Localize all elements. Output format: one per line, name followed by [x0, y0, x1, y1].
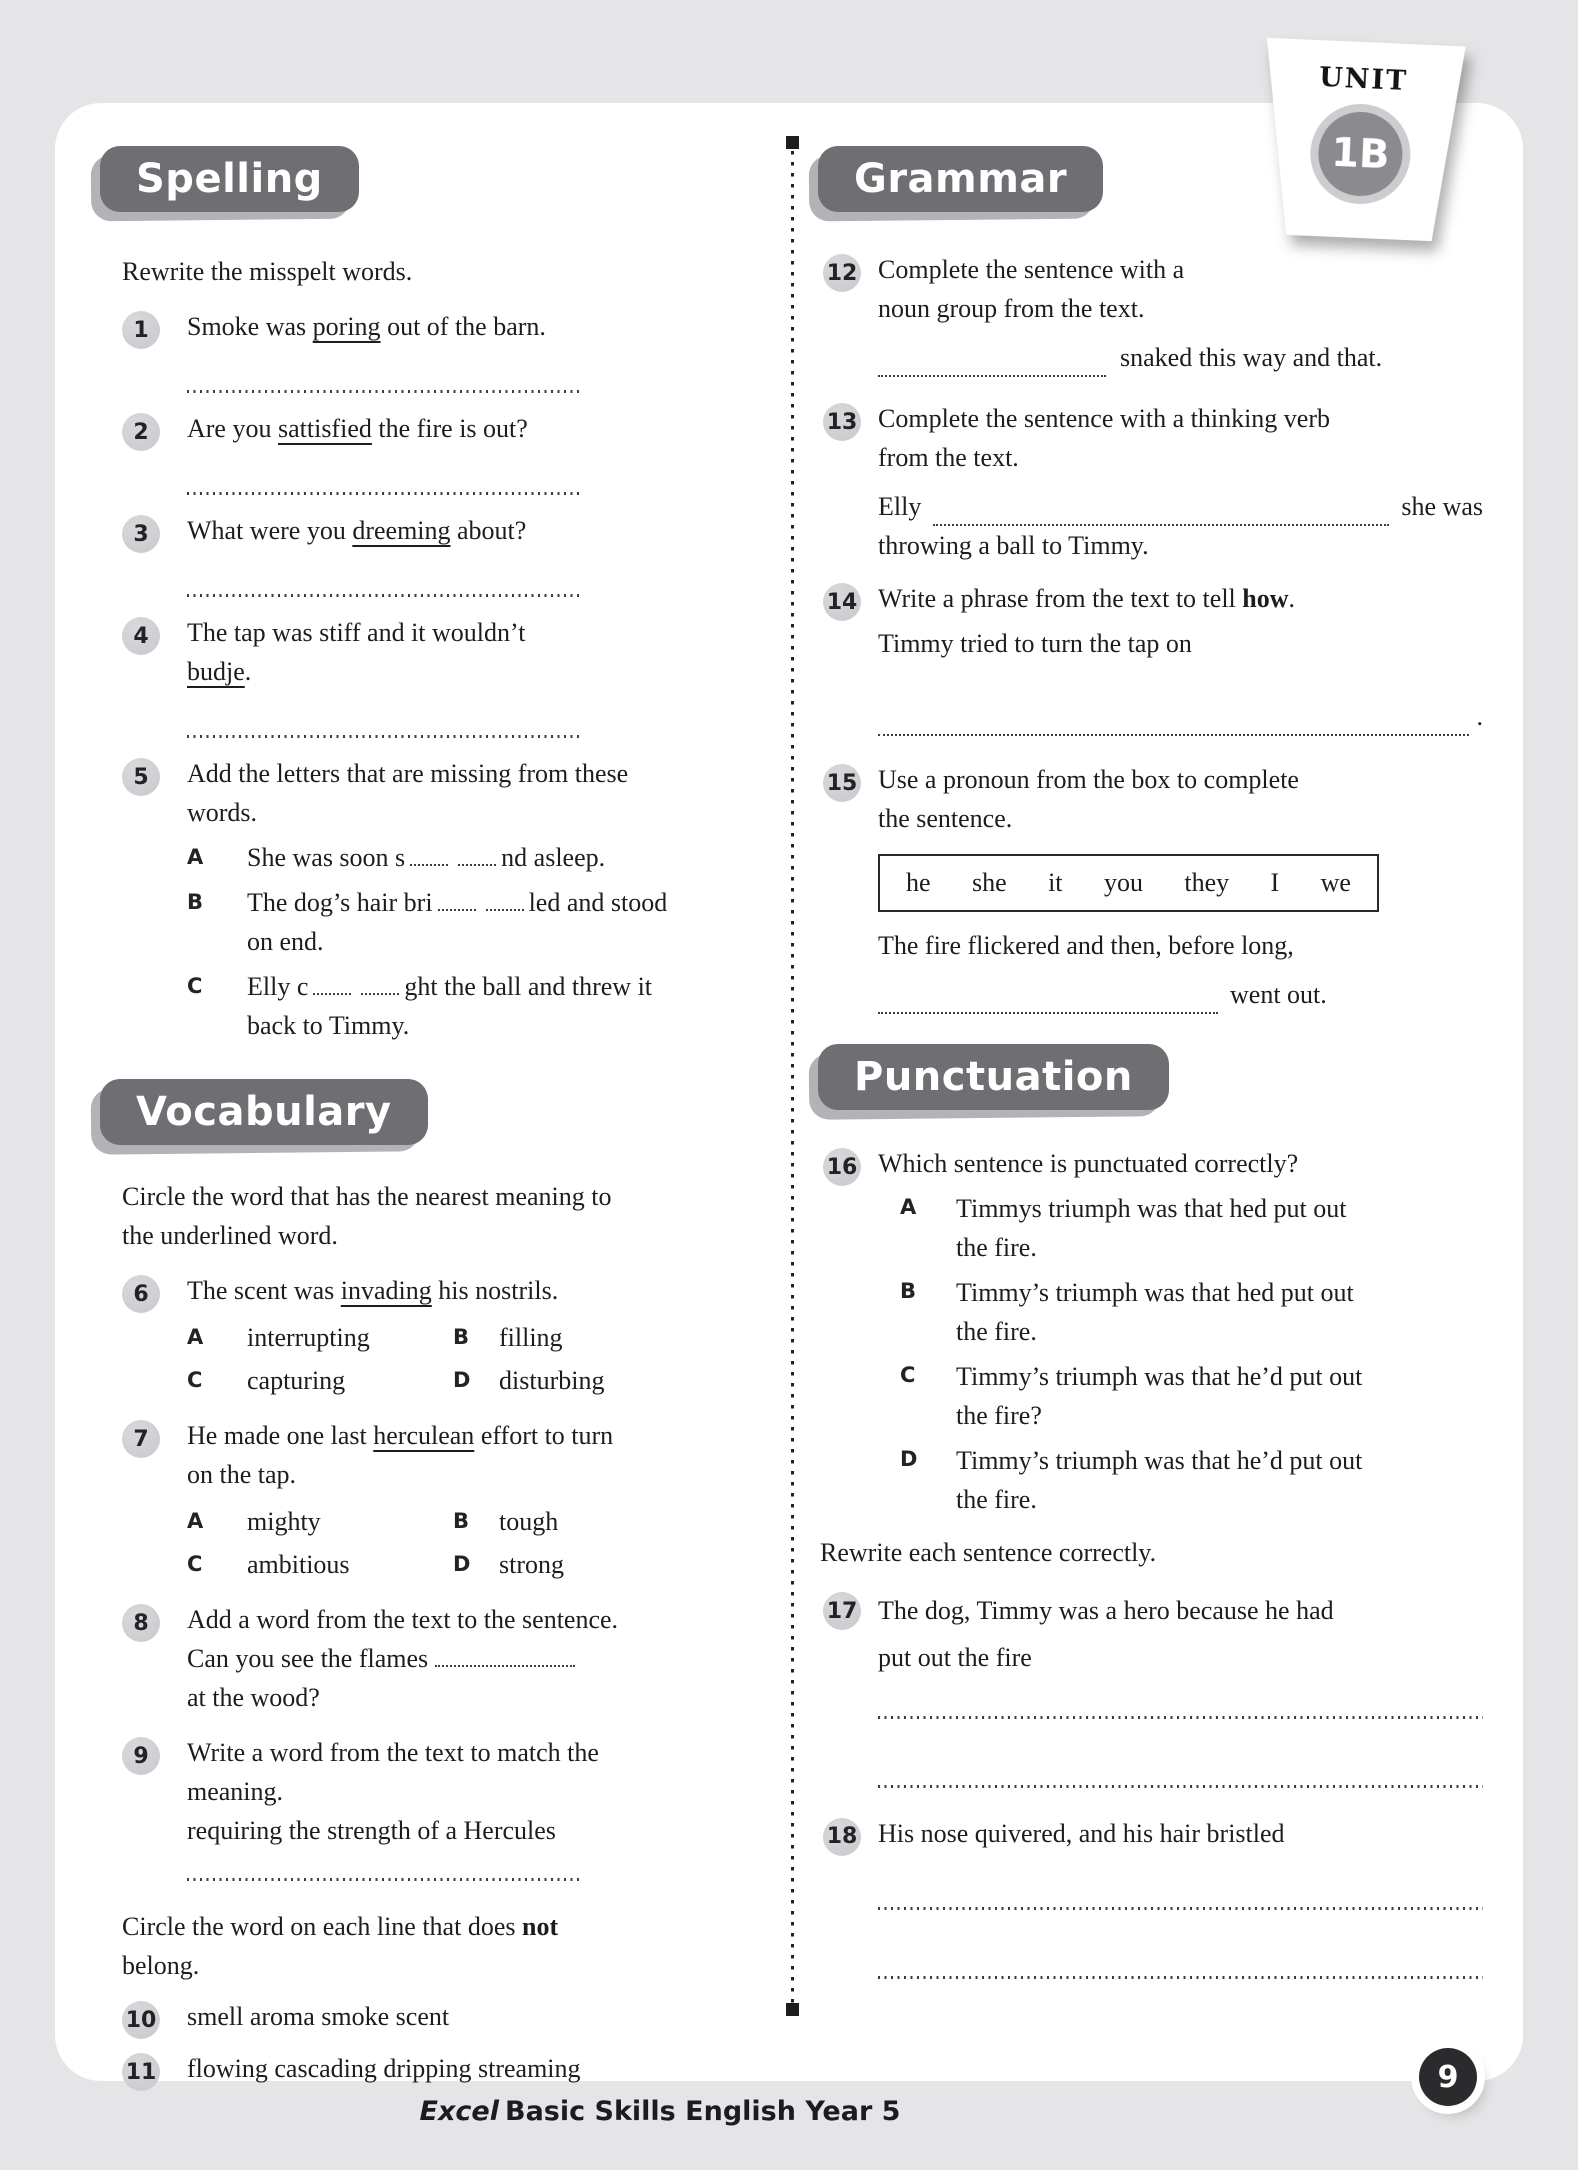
option-text: Timmy’s triumph was that he’d put out the fire? — [956, 1362, 1363, 1430]
answer-line — [878, 1716, 1483, 1719]
section-vocabulary — [100, 1079, 428, 1145]
question-text-line3: at the wood? — [187, 1683, 320, 1712]
question-6 — [100, 1271, 605, 1400]
pronoun-option: she — [971, 868, 1007, 897]
question-text: Use a pronoun from the box to complete — [878, 765, 1299, 794]
underlined-word: invading — [340, 1276, 432, 1305]
question-4 — [100, 613, 580, 738]
word-list: smell aroma smoke scent — [187, 2002, 450, 2031]
answer-line — [187, 390, 580, 393]
page-number-badge: 9 — [1419, 2048, 1477, 2106]
option-letter: C — [187, 1368, 203, 1392]
fill-in-line: Elly she was — [878, 487, 1483, 526]
question-text: The scent was invading his nostrils. — [187, 1276, 559, 1305]
option-letter: A — [900, 1195, 917, 1219]
option-letter: B — [453, 1509, 470, 1533]
question-text: The dog, Timmy was a hero because he had — [878, 1596, 1334, 1625]
option-letter: A — [187, 1509, 204, 1533]
question-number: 17 — [823, 1592, 861, 1630]
subitem-text-line2: on end. — [247, 927, 324, 956]
subitem-letter: B — [187, 890, 204, 914]
subitem-a — [187, 838, 606, 877]
question-text: Add the letters that are missing from these — [187, 759, 629, 788]
option-grid — [187, 1318, 605, 1400]
question-1 — [100, 307, 580, 393]
subitem-text-line2: back to Timmy. — [247, 1011, 410, 1040]
answer-line-row: . — [878, 697, 1483, 736]
option-letter: B — [453, 1325, 470, 1349]
question-number: 16 — [823, 1148, 861, 1186]
question-15 — [818, 760, 1483, 1014]
question-text: Add a word from the text to the sentence. — [187, 1605, 619, 1634]
question-8 — [100, 1600, 619, 1717]
question-2 — [100, 409, 580, 495]
option-text: capturing — [247, 1366, 346, 1395]
pronoun-option: they — [1184, 868, 1230, 897]
letter-gap — [410, 843, 448, 866]
pronoun-option: it — [1048, 868, 1063, 897]
option-letter: A — [187, 1325, 204, 1349]
question-11 — [100, 2049, 580, 2091]
option-text: strong — [499, 1550, 564, 1579]
answer-line — [187, 492, 580, 495]
question-number: 10 — [122, 2001, 160, 2039]
question-text-line2: noun group from the text. — [878, 294, 1145, 323]
section-title-vocabulary: Vocabulary — [100, 1079, 428, 1145]
pronoun-option: he — [906, 868, 931, 897]
option-d — [878, 1441, 1483, 1519]
question-3 — [100, 511, 580, 597]
word-list: flowing cascading dripping streaming — [187, 2054, 581, 2083]
question-text: His nose quivered, and his hair bristled — [878, 1818, 1285, 1848]
option-letter: D — [453, 1552, 471, 1576]
question-16 — [818, 1144, 1483, 1519]
column-left — [100, 146, 668, 2091]
answer-line — [878, 1785, 1483, 1788]
question-number: 1 — [122, 311, 160, 349]
question-text: The tap was stiff and it wouldn’t budje. — [187, 618, 526, 686]
section-title-punctuation: Punctuation — [818, 1044, 1169, 1110]
question-number: 6 — [122, 1275, 160, 1313]
option-letter: B — [900, 1279, 917, 1303]
vocabulary-intro-2: Circle the word on each line that does not belong. — [122, 1912, 559, 1980]
unit-badge — [1250, 37, 1472, 242]
question-text: Complete the sentence with a thinking verb — [878, 404, 1330, 433]
question-number: 2 — [122, 413, 160, 451]
answer-gap — [878, 338, 1106, 377]
question-number: 18 — [823, 1818, 861, 1856]
option-letter: C — [900, 1363, 916, 1387]
option-text: interrupting — [247, 1323, 370, 1352]
question-text: Smoke was poring out of the barn. — [187, 312, 546, 341]
question-17 — [818, 1588, 1483, 1788]
question-18 — [818, 1814, 1483, 1979]
answer-line — [878, 1907, 1483, 1910]
question-12 — [818, 250, 1483, 377]
misspelt-word: sattisfied — [277, 414, 372, 443]
subitem-b — [187, 883, 668, 922]
subitem-text: She was soon s nd asleep. — [247, 843, 606, 872]
question-number: 12 — [823, 254, 861, 292]
letter-gap — [458, 843, 496, 866]
option-text: filling — [499, 1323, 563, 1352]
option-text: Timmy’s triumph was that he’d put out the fire. — [956, 1446, 1363, 1514]
answer-line — [878, 697, 1469, 736]
question-text: Are you sattisfied the fire is out? — [187, 414, 528, 443]
question-text-line2: put out the fire — [878, 1642, 1032, 1672]
question-number: 14 — [823, 583, 861, 621]
option-text: Timmy’s triumph was that hed put out the fire. — [956, 1278, 1354, 1346]
question-text: He made one last herculean effort to turn — [187, 1421, 614, 1450]
question-text: Write a word from the text to match the — [187, 1738, 599, 1767]
question-text: words. — [187, 798, 258, 827]
subitem-c — [187, 967, 653, 1006]
fill-in-line: The fire flickered and then, before long, — [878, 931, 1294, 960]
question-number: 3 — [122, 515, 160, 553]
unit-label: UNIT — [1318, 62, 1409, 97]
pronoun-option: you — [1103, 868, 1143, 897]
pronoun-option: we — [1320, 868, 1351, 897]
option-text: Timmys triumph was that hed put out the fire. — [956, 1194, 1347, 1262]
punctuation-outro: Rewrite each sentence correctly. — [820, 1538, 1157, 1567]
section-title-grammar: Grammar — [818, 146, 1103, 212]
fill-in-line2: throwing a ball to Timmy. — [878, 531, 1149, 560]
question-10 — [100, 1997, 580, 2039]
pronoun-box — [878, 854, 1379, 912]
option-text: tough — [499, 1507, 559, 1536]
letter-gap — [313, 972, 351, 995]
underlined-word: herculean — [373, 1421, 475, 1450]
question-number: 7 — [122, 1420, 160, 1458]
option-a — [878, 1189, 1483, 1267]
fill-in-line: snaked this way and that. — [878, 338, 1483, 377]
footer-brand: Excel — [419, 2096, 499, 2127]
option-c — [878, 1357, 1483, 1435]
question-number: 11 — [122, 2053, 160, 2091]
question-text: What were you dreeming about? — [187, 516, 527, 545]
misspelt-word: poring — [312, 312, 381, 341]
misspelt-word: budje — [187, 657, 245, 686]
question-text-line2: Timmy tried to turn the tap on — [878, 629, 1192, 658]
question-text: Write a phrase from the text to tell how. — [878, 584, 1296, 613]
question-13 — [818, 399, 1483, 565]
answer-line — [187, 735, 580, 738]
answer-line — [187, 594, 580, 597]
subitem-letter: A — [187, 845, 204, 869]
question-text-line2: Can you see the flames — [187, 1639, 580, 1678]
subitem-text: Elly c ght the ball and threw it — [247, 972, 653, 1001]
pronoun-option: I — [1270, 868, 1280, 897]
answer-gap — [878, 975, 1218, 1014]
question-5 — [100, 754, 668, 1045]
subitem-text: The dog’s hair bri led and stood — [247, 888, 668, 917]
question-text-line2: on the tap. — [187, 1460, 297, 1489]
footer-series: Basic Skills English Year 5 — [504, 2096, 901, 2127]
option-letter: D — [453, 1368, 471, 1392]
letter-gap — [361, 972, 399, 995]
section-spelling — [100, 146, 359, 212]
question-number: 13 — [823, 403, 861, 441]
subitem-letter: C — [187, 974, 203, 998]
clue-text: requiring the strength of a Hercules — [187, 1816, 556, 1845]
question-number: 5 — [122, 758, 160, 796]
question-7 — [100, 1416, 614, 1584]
option-letter: D — [900, 1447, 918, 1471]
option-text: mighty — [247, 1507, 321, 1536]
word-gap — [435, 1643, 575, 1667]
column-right — [818, 146, 1483, 1979]
letter-gap — [486, 888, 524, 911]
question-number: 4 — [122, 617, 160, 655]
section-punctuation — [818, 1044, 1169, 1110]
question-text-line2: meaning. — [187, 1777, 284, 1806]
column-divider — [791, 140, 794, 2012]
answer-line — [878, 1976, 1483, 1979]
question-text-line2: from the text. — [878, 443, 1019, 472]
option-text: disturbing — [499, 1366, 605, 1395]
section-title-spelling: Spelling — [100, 146, 359, 212]
spelling-intro: Rewrite the misspelt words. — [122, 257, 413, 286]
option-text: ambitious — [247, 1550, 350, 1579]
question-9 — [100, 1733, 599, 1881]
vocabulary-intro: Circle the word that has the nearest meaning to the underlined word. — [122, 1182, 612, 1250]
section-grammar — [818, 146, 1103, 212]
answer-gap — [933, 487, 1389, 526]
question-14 — [818, 579, 1483, 736]
question-number: 15 — [823, 764, 861, 802]
question-text-line2: the sentence. — [878, 804, 1013, 833]
option-letter: C — [187, 1552, 203, 1576]
fill-in-line2: went out. — [878, 975, 1483, 1014]
misspelt-word: dreeming — [352, 516, 451, 545]
option-grid — [187, 1502, 580, 1584]
question-number: 9 — [122, 1737, 160, 1775]
question-number: 8 — [122, 1604, 160, 1642]
question-text: Complete the sentence with a — [878, 255, 1185, 284]
question-text: Which sentence is punctuated correctly? — [878, 1149, 1299, 1178]
answer-line — [187, 1878, 580, 1881]
letter-gap — [438, 888, 476, 911]
option-b — [878, 1273, 1483, 1351]
footer-title — [0, 2096, 1320, 2127]
unit-number: 1B — [1308, 102, 1412, 206]
